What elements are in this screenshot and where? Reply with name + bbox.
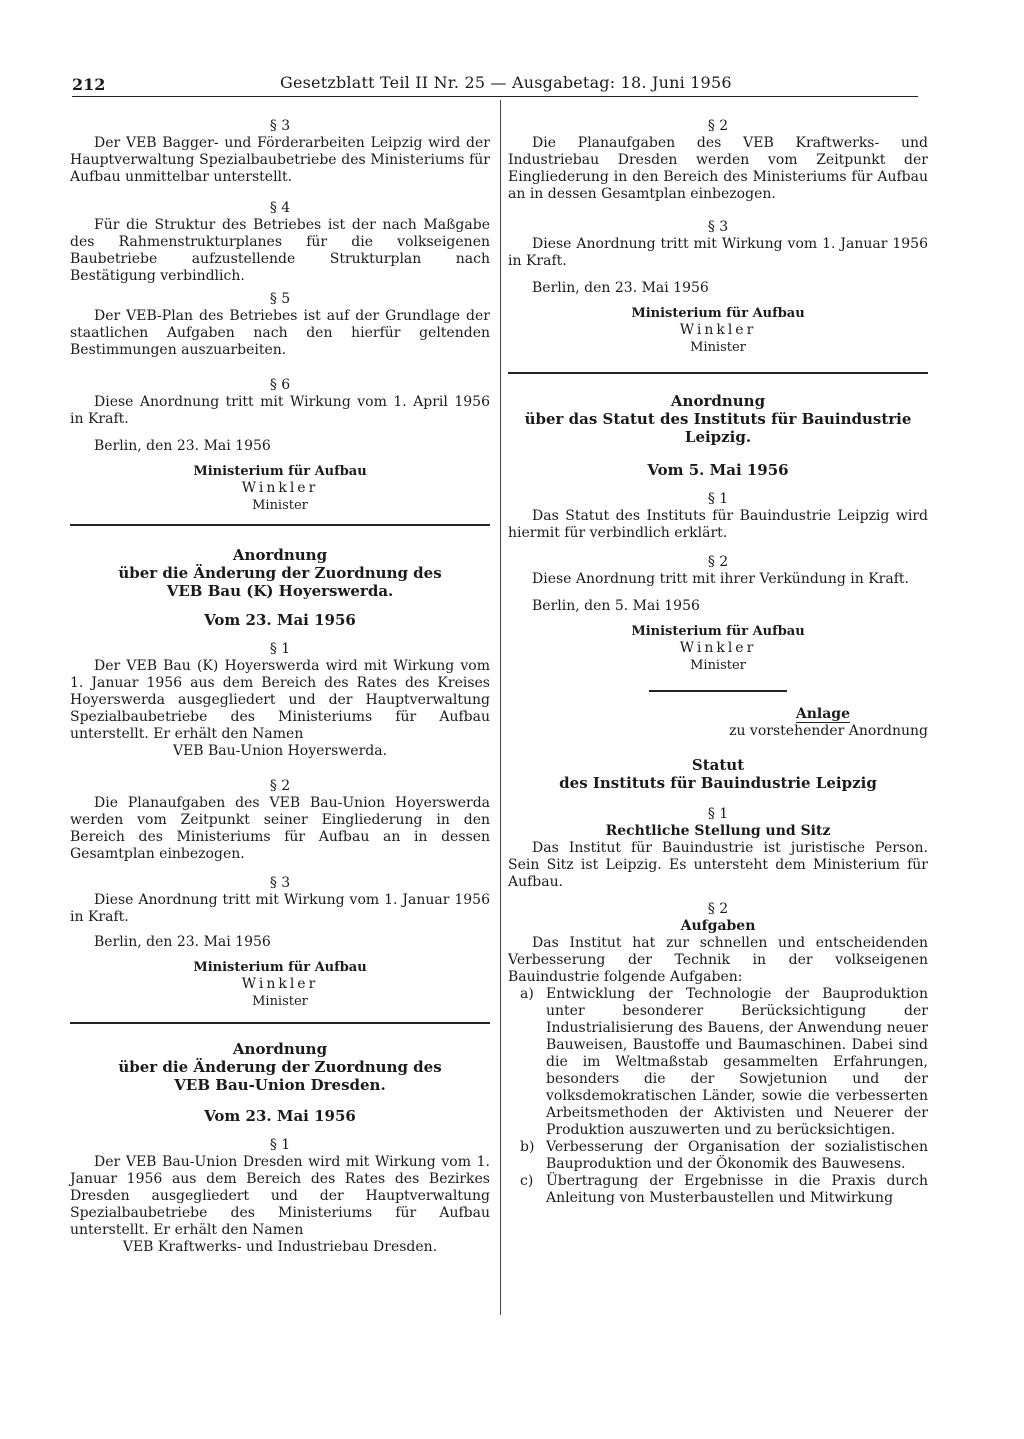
section-heading: § 3 <box>707 219 729 235</box>
place-date: Berlin, den 23. Mai 1956 <box>532 280 709 296</box>
section-text: Die Planaufgaben des VEB Kraftwerks- und Industriebau Dresden werden vom Zeitpunkt der Eingliederung in den Bereich des Ministeriums für Aufbau an in dessen Gesamtplan einbezogen. <box>508 135 928 202</box>
page-number: 212 <box>72 75 106 94</box>
ordinance-title: über die Änderung der Zuordnung des <box>118 564 442 582</box>
section-heading: § 2 <box>707 554 729 570</box>
section-heading: § 1 <box>707 491 729 507</box>
signatory-role: Minister <box>690 340 746 355</box>
annex-heading <box>508 706 928 723</box>
section-text: Das Statut des Instituts für Bauindustrie Leipzig wird hiermit für verbindlich erklärt. <box>508 508 928 541</box>
place-date: Berlin, den 23. Mai 1956 <box>94 438 271 454</box>
ordinance-title: Leipzig. <box>684 428 752 446</box>
signatory-name: Winkler <box>679 640 757 656</box>
signatory-role: Minister <box>252 498 308 513</box>
header-title: Gesetzblatt Teil II Nr. 25 — Ausgabetag: 18. Juni 1956 <box>280 73 732 92</box>
list-item-text: Entwicklung der Technologie der Bauproduktion unter besonderer Berücksichtigung der Industrialisierung des Bauens, der Anwendung neuer Bauweisen, Baustoffe und Baumaschinen. Dabei sind die im Weltmaßstab gesammelten Erfahrungen, besonders die der Sowjetunion und der volksdemokratischen Länder, sowie die verbesserten Arbeitsmethoden der Aktivisten und Neuerer der Produktion auszuwerten und zu berücksichtigen. <box>546 986 928 1138</box>
ordinance-date: Vom 23. Mai 1956 <box>204 611 356 629</box>
left-column <box>70 118 490 1256</box>
column-divider <box>500 100 501 1315</box>
section-heading: § 2 <box>707 118 729 134</box>
section-text: Der VEB Bagger- und Förderarbeiten Leipzig wird der Hauptverwaltung Spezialbaubetriebe des Ministeriums für Aufbau unmittelbar unterstellt. <box>70 135 490 185</box>
section-heading: § 1 <box>707 806 729 822</box>
list-item-label: c) <box>520 1173 534 1189</box>
list-item-text: Verbesserung der Organisation der sozialistischen Bauproduktion und der Ökonomik des Bauwesens. <box>546 1139 928 1172</box>
ministry-name: Ministerium für Aufbau <box>631 306 805 321</box>
annex-heading-text: Anlage <box>795 706 850 722</box>
ordinance-title: über die Änderung der Zuordnung des <box>118 1058 442 1076</box>
new-company-name: VEB Bau-Union Hoyerswerda. <box>172 743 388 759</box>
ministry-name: Ministerium für Aufbau <box>193 960 367 975</box>
section-text: Der VEB-Plan des Betriebes ist auf der Grundlage der staatlichen Aufgaben nach den hierfür geltenden Bestimmungen auszuarbeiten. <box>70 308 490 358</box>
section-text: Das Institut für Bauindustrie ist juristische Person. Sein Sitz ist Leipzig. Es untersteht dem Ministerium für Aufbau. <box>508 840 928 890</box>
signatory-name: Winkler <box>679 322 757 338</box>
signatory-name: Winkler <box>241 976 319 992</box>
section-heading: § 6 <box>269 377 291 393</box>
section-text: Für die Struktur des Betriebes ist der nach Maßgabe des Rahmenstrukturplanes für die volkseigenen Baubetriebe aufzustellende Strukturplan nach Bestätigung verbindlich. <box>70 217 490 284</box>
section-heading: § 5 <box>269 291 291 307</box>
ordinance-title: VEB Bau (K) Hoyerswerda. <box>166 582 394 600</box>
section-text: Diese Anordnung tritt mit ihrer Verkündung in Kraft. <box>532 571 909 587</box>
ministry-name: Ministerium für Aufbau <box>193 464 367 479</box>
right-column <box>508 118 928 1207</box>
ordinance-title: Anordnung <box>232 546 328 564</box>
ordinance-title: Anordnung <box>670 392 766 410</box>
section-heading: § 3 <box>269 118 291 134</box>
section-heading: § 3 <box>269 875 291 891</box>
section-text: Diese Anordnung tritt mit Wirkung vom 1. Januar 1956 in Kraft. <box>70 892 490 925</box>
section-text: Diese Anordnung tritt mit Wirkung vom 1. Januar 1956 in Kraft. <box>508 236 928 269</box>
ordinance-title: Anordnung <box>232 1040 328 1058</box>
section-heading: § 2 <box>269 778 291 794</box>
annex-subheading: zu vorstehender Anordnung <box>729 723 928 739</box>
place-date: Berlin, den 23. Mai 1956 <box>94 934 271 950</box>
list-item-label: b) <box>520 1139 535 1155</box>
list-item <box>508 1173 928 1207</box>
section-heading: § 4 <box>269 200 291 216</box>
ordinance-title: VEB Bau-Union Dresden. <box>174 1076 386 1094</box>
section-text: Das Institut hat zur schnellen und entscheidenden Verbesserung der Technik in der volkseigenen Bauindustrie folgende Aufgaben: <box>508 935 928 985</box>
ordinance-title: über das Statut des Instituts für Bauindustrie <box>524 410 912 428</box>
statute-title: Statut <box>691 756 745 774</box>
section-heading: § 1 <box>269 1137 291 1153</box>
statute-title: des Instituts für Bauindustrie Leipzig <box>559 774 877 792</box>
section-title: Rechtliche Stellung und Sitz <box>605 823 831 839</box>
signatory-role: Minister <box>690 658 746 673</box>
list-item-label: a) <box>520 986 534 1002</box>
signatory-name: Winkler <box>241 480 319 496</box>
list-item <box>508 986 928 1139</box>
section-title: Aufgaben <box>680 918 756 934</box>
signatory-role: Minister <box>252 994 308 1009</box>
list-item-text: Übertragung der Ergebnisse in die Praxis durch Anleitung von Musterbaustellen und Mitwirkung <box>546 1173 928 1206</box>
list-item <box>508 1139 928 1173</box>
place-date: Berlin, den 5. Mai 1956 <box>532 598 700 614</box>
section-heading: § 1 <box>269 641 291 657</box>
ministry-name: Ministerium für Aufbau <box>631 624 805 639</box>
section-text: Die Planaufgaben des VEB Bau-Union Hoyerswerda werden vom Zeitpunkt seiner Eingliederung in den Bereich des Ministeriums für Aufbau an in dessen Gesamtplan einbezogen. <box>70 795 490 862</box>
page-header <box>72 70 918 97</box>
ordinance-date: Vom 23. Mai 1956 <box>204 1107 356 1125</box>
ordinance-date: Vom 5. Mai 1956 <box>647 461 789 479</box>
section-text: Der VEB Bau (K) Hoyerswerda wird mit Wirkung vom 1. Januar 1956 aus dem Bereich des Rates des Kreises Hoyerswerda ausgegliedert und der Hauptverwaltung Spezialbaubetriebe des Ministeriums für Aufbau unterstellt. Er erhält den Namen <box>70 658 490 742</box>
section-text: Diese Anordnung tritt mit Wirkung vom 1. April 1956 in Kraft. <box>70 394 490 427</box>
section-heading: § 2 <box>707 901 729 917</box>
section-text: Der VEB Bau-Union Dresden wird mit Wirkung vom 1. Januar 1956 aus dem Bereich des Rates des Bezirkes Dresden ausgegliedert und der Hauptverwaltung Spezialbaubetriebe des Ministeriums für Aufbau unterstellt. Er erhält den Namen <box>70 1154 490 1238</box>
new-company-name: VEB Kraftwerks- und Industriebau Dresden. <box>122 1239 438 1255</box>
